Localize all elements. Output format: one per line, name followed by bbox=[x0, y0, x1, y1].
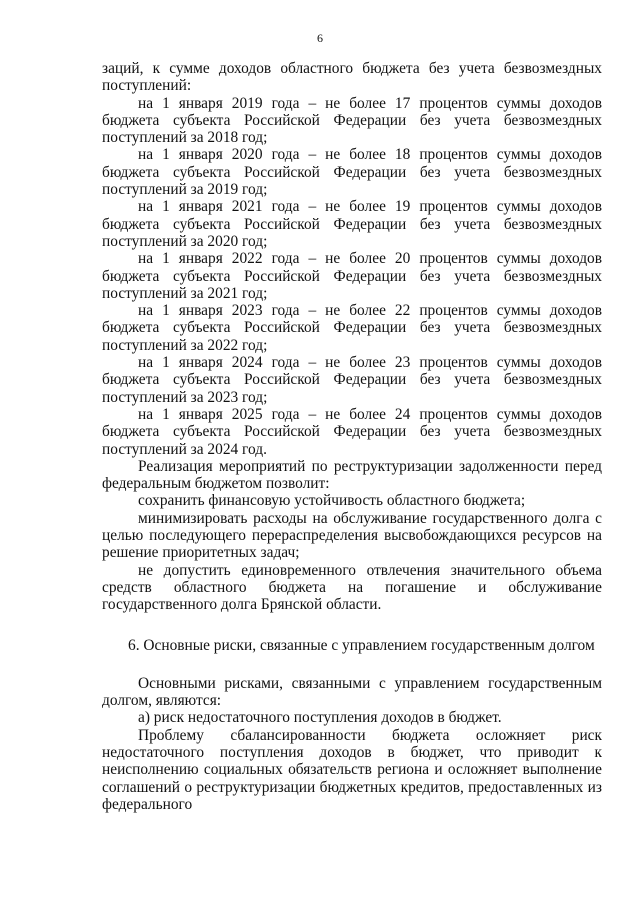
paragraph-prevent-diversion: не допустить единовременного отвлечения значительного объема средств областного бюджета на погашение и обслуживание государственного долга Брянской области. bbox=[102, 561, 602, 614]
paragraph-2019-limit: на 1 января 2019 года – не более 17 процентов суммы доходов бюджета субъекта Российской Федерации без учета безвозмездных поступлений за 2018 год; bbox=[102, 94, 602, 147]
paragraph-2023-limit: на 1 января 2023 года – не более 22 процентов суммы доходов бюджета субъекта Российской Федерации без учета безвозмездных поступлений за 2022 год; bbox=[102, 302, 602, 354]
paragraph-restructuring-intro: Реализация мероприятий по реструктуризации задолженности перед федеральным бюджетом позволит: bbox=[102, 457, 602, 493]
paragraph-stability: сохранить финансовую устойчивость областного бюджета; bbox=[138, 492, 526, 510]
paragraph-2024-limit: на 1 января 2024 года – не более 23 процентов суммы доходов бюджета субъекта Российской Федерации без учета безвозмездных поступлений за 2023 год; bbox=[102, 354, 602, 406]
paragraph-2021-limit: на 1 января 2021 года – не более 19 процентов суммы доходов бюджета субъекта Российской Федерации без учета безвозмездных поступлений за 2020 год; bbox=[102, 198, 602, 250]
paragraph-continuation: заций, к сумме доходов областного бюджета без учета безвозмездных поступлений: bbox=[102, 60, 602, 95]
paragraph-minimize-costs: минимизировать расходы на обслуживание государственного долга с целью последующего перераспределения высвобождающихся ресурсов на решение приоритетных задач; bbox=[102, 509, 602, 562]
paragraph-risk-a: а) риск недостаточного поступления доходов в бюджет. bbox=[138, 709, 502, 727]
page-body bbox=[102, 60, 602, 813]
page-number: 6 bbox=[317, 31, 323, 45]
paragraph-balance-problem: Проблему сбалансированности бюджета осложняет риск недостаточного поступления доходов в бюджет, что приводит к неисполнению социальных обязательств региона и осложняет выполнение соглашений о реструктуризации бюджетных кредитов, предоставленных из федерального bbox=[102, 726, 602, 813]
paragraph-2025-limit: на 1 января 2025 года – не более 24 процентов суммы доходов бюджета субъекта Российской Федерации без учета безвозмездных поступлений за 2024 год. bbox=[102, 405, 602, 458]
paragraph-risks-intro: Основными рисками, связанными с управлением государственным долгом, являются: bbox=[102, 674, 602, 710]
section-heading: 6. Основные риски, связанные с управлением государственным долгом bbox=[128, 636, 595, 654]
paragraph-2022-limit: на 1 января 2022 года – не более 20 процентов суммы доходов бюджета субъекта Российской Федерации без учета безвозмездных поступлений за 2021 год; bbox=[102, 250, 602, 302]
paragraph-2020-limit: на 1 января 2020 года – не более 18 процентов суммы доходов бюджета субъекта Российской Федерации без учета безвозмездных поступлений за 2019 год; bbox=[102, 146, 602, 199]
